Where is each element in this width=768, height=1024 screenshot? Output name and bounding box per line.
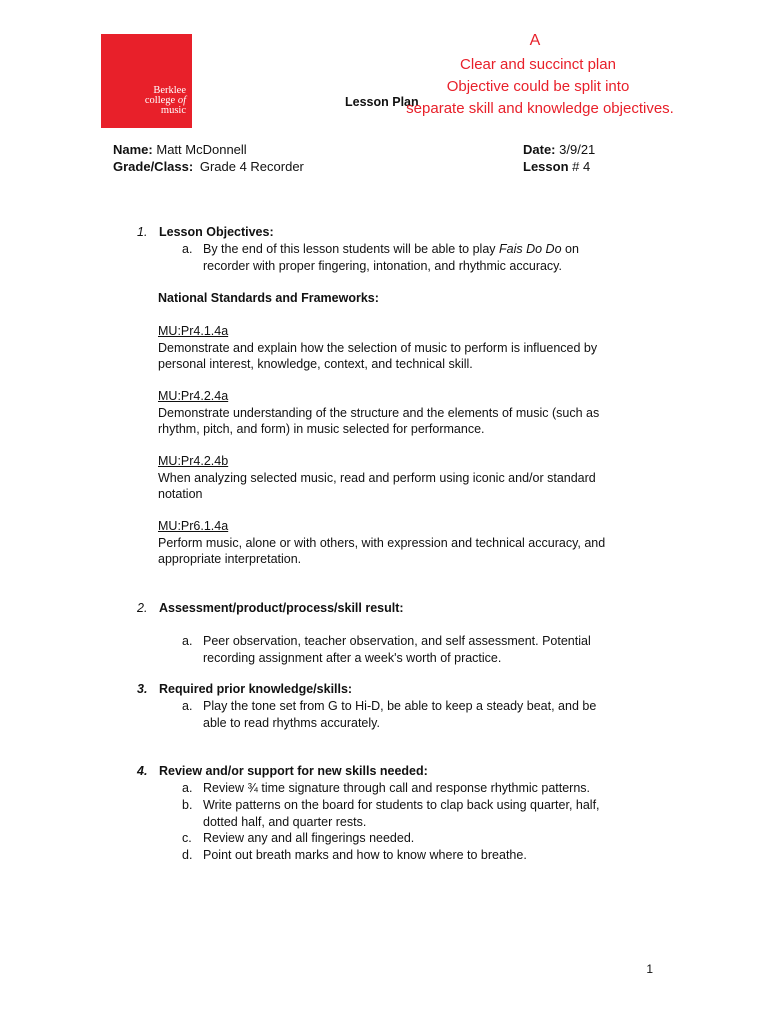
objective-text-1: By the end of this lesson students will be able to play	[203, 242, 500, 256]
standard-code: MU:Pr4.1.4a	[158, 324, 229, 338]
standard-4	[158, 518, 658, 568]
name-row	[113, 142, 247, 157]
text-line: Play the tone set from G to Hi-D, be able to keep a steady beat, and be	[203, 699, 597, 713]
berklee-logo	[101, 34, 192, 128]
list-item-text	[203, 830, 658, 847]
list-marker: b.	[182, 798, 193, 812]
text-line: Point out breath marks and how to know where to breathe.	[203, 848, 527, 862]
standard-text-line: When analyzing selected music, read and perform using iconic and/or standard	[158, 470, 596, 485]
list-marker: c.	[182, 831, 192, 845]
standard-text-line: Perform music, alone or with others, with expression and technical accuracy, and	[158, 535, 606, 550]
date-label: Date:	[523, 142, 556, 157]
standard-text-line: appropriate interpretation.	[158, 552, 302, 566]
text-line: Peer observation, teacher observation, and self assessment. Potential	[203, 634, 591, 648]
logo-line-2a: college	[144, 95, 178, 106]
text-line: recording assignment after a week's worth of practice.	[203, 650, 502, 665]
page-number: 1	[646, 962, 653, 976]
list-marker: a.	[182, 781, 193, 795]
standard-3	[158, 453, 658, 503]
date-row	[523, 142, 595, 157]
section-1-number: 1.	[137, 225, 148, 239]
section-3-heading	[137, 682, 352, 696]
list-item-text	[203, 780, 658, 797]
section-1-title: Lesson Objectives:	[159, 225, 274, 239]
logo-wordmark	[101, 86, 186, 116]
lesson-value: # 4	[572, 159, 591, 174]
list-item-text	[203, 633, 658, 666]
standard-text-line: personal interest, knowledge, context, and technical skill.	[158, 357, 473, 371]
list-marker: a.	[182, 634, 193, 648]
logo-line-2b: of	[177, 95, 186, 106]
standard-text-line: Demonstrate and explain how the selection of music to perform is influenced by	[158, 340, 598, 355]
page-title: Lesson Plan	[345, 95, 419, 109]
objective-text-2: on	[561, 242, 579, 256]
section-4-title: Review and/or support for new skills needed:	[159, 764, 428, 778]
lesson-row	[523, 159, 590, 174]
section-3-number: 3.	[137, 682, 148, 696]
section-4-heading	[137, 764, 428, 778]
standard-text-line: notation	[158, 487, 203, 501]
grade-class-row	[113, 159, 304, 174]
standard-2	[158, 388, 658, 438]
annotation-line-2: Objective could be split into	[446, 78, 630, 95]
date-value: 3/9/21	[559, 142, 596, 157]
song-title: Fais Do Do	[499, 242, 562, 256]
list-marker: d.	[182, 848, 193, 862]
annotation-line-3: separate skill and knowledge objectives.	[406, 100, 674, 117]
name-value: Matt McDonnell	[156, 142, 247, 157]
text-line: Review any and all fingerings needed.	[203, 831, 415, 845]
logo-line-1: Berklee	[153, 85, 186, 96]
standard-code: MU:Pr6.1.4a	[158, 519, 229, 533]
list-item-text	[203, 847, 658, 864]
list-marker: a.	[182, 699, 193, 713]
section-4-number: 4.	[137, 764, 148, 778]
list-item-text	[203, 797, 658, 830]
objective-text-3: recorder with proper fingering, intonation, and rhythmic accuracy.	[203, 258, 562, 273]
annotation-line-1: Clear and succinct plan	[460, 56, 616, 73]
text-line: Write patterns on the board for students to clap back using quarter, half,	[203, 798, 600, 812]
standard-text-line: Demonstrate understanding of the structure and the elements of music (such as	[158, 405, 600, 420]
text-line: dotted half, and quarter rests.	[203, 814, 367, 829]
standard-code: MU:Pr4.2.4b	[158, 454, 229, 468]
text-line: able to read rhythms accurately.	[203, 715, 380, 730]
grade-class-label: Grade/Class:	[113, 159, 194, 174]
standard-text-line: rhythm, pitch, and form) in music selected for performance.	[158, 422, 485, 436]
lesson-label: Lesson	[523, 159, 569, 174]
standard-code: MU:Pr4.2.4a	[158, 389, 229, 403]
annotation-grade: A	[529, 32, 541, 49]
list-item-text	[203, 698, 658, 731]
name-label: Name:	[113, 142, 153, 157]
logo-line-3: music	[160, 105, 186, 116]
section-2-heading	[137, 601, 404, 615]
text-line: Review ¾ time signature through call and response rhythmic patterns.	[203, 781, 590, 795]
section-3-title: Required prior knowledge/skills:	[159, 682, 353, 696]
standard-1	[158, 323, 658, 373]
section-2-title: Assessment/product/process/skill result:	[159, 601, 404, 615]
section-2-number: 2.	[137, 601, 148, 615]
standards-heading: National Standards and Frameworks:	[158, 291, 379, 305]
list-marker: a.	[182, 242, 193, 256]
grade-class-value: Grade 4 Recorder	[199, 159, 304, 174]
section-1-heading	[137, 225, 274, 239]
list-item-text	[203, 241, 658, 274]
